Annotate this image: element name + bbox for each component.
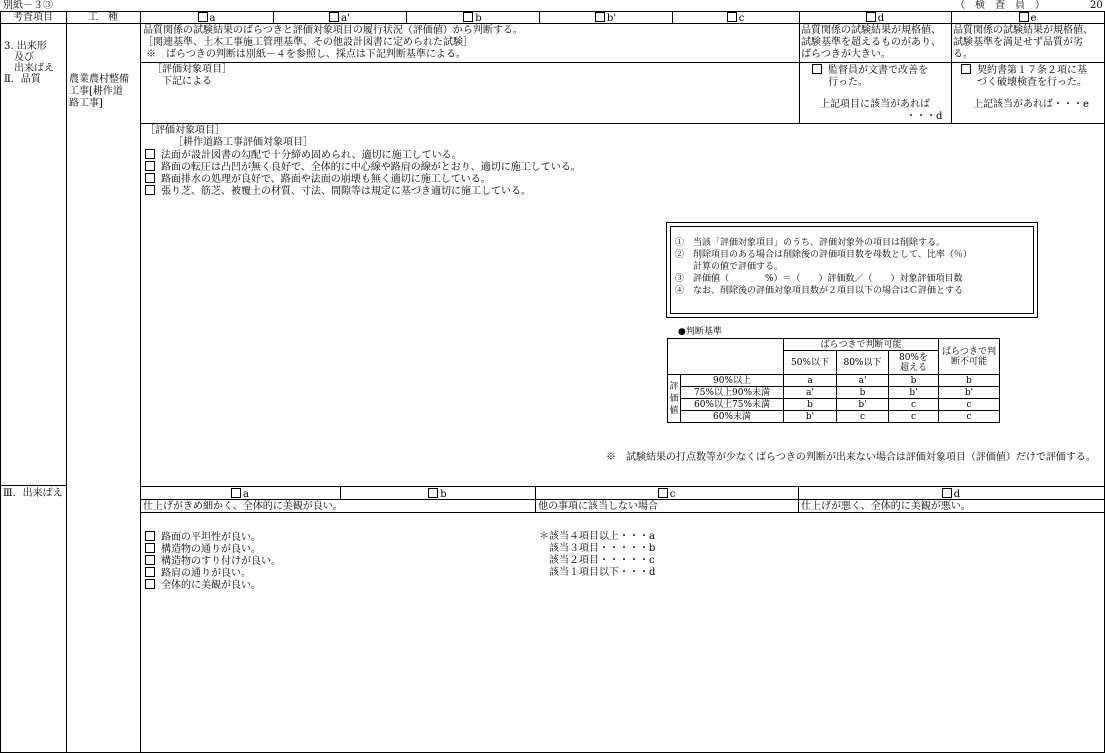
criteria-cell: b' xyxy=(939,387,1000,399)
grade-b-prime-checkbox[interactable] xyxy=(595,12,605,22)
s2-grade-c: c xyxy=(535,488,798,499)
scoring-line: 該当３項目・・・・・b xyxy=(539,543,656,554)
workmanship-item-checkbox[interactable] xyxy=(145,555,155,565)
eval-subheading: ［耕作道路工事評価対象項目］ xyxy=(173,137,313,148)
criteria-cell: a' xyxy=(837,375,889,387)
s2-grade-b: b xyxy=(340,488,535,499)
page-number: 20 xyxy=(1090,0,1103,11)
criteria-col: 80%以下 xyxy=(837,351,889,375)
criteria-row-label: 60%以上75%未満 xyxy=(681,399,784,411)
criteria-cell: c xyxy=(939,411,1000,423)
notes-box: ① 当該「評価対象項目」のうち、評価対象外の項目は削除する。 ② 削除項目のある場合は削除後の評価項目数を母数として、比率（％） 計算の値で評価する。 ③ 評価値（ %）＝（ ）評価数／（ ）対象評価項目数 ④ なお、削除後の評価対象項目数が２項目以下の場合はＣ評価とする xyxy=(666,222,1038,318)
criteria-cell: b xyxy=(837,387,889,399)
criteria-table xyxy=(667,338,1000,423)
eval-item-checkbox[interactable] xyxy=(145,173,155,183)
header-grade-c: c xyxy=(672,12,799,23)
list-item: 路面の平坦性が良い。 xyxy=(145,531,281,543)
destructive-inspection-checkbox[interactable] xyxy=(961,64,971,74)
header-item: 考査項目 xyxy=(13,12,53,23)
criteria-cell: b xyxy=(889,375,939,387)
criteria-cell: a xyxy=(784,375,837,387)
header-grade-e: e xyxy=(951,12,1104,23)
criteria-last-col: ばらつきで判断不可能 xyxy=(939,339,1000,375)
s2-grade-c-checkbox[interactable] xyxy=(658,488,668,498)
s2-grade-b-checkbox[interactable] xyxy=(428,488,438,498)
workmanship-item-checkbox[interactable] xyxy=(145,531,155,541)
inspector-label: （ 検 査 員 ） xyxy=(955,0,1045,11)
eval-item-checkbox[interactable] xyxy=(145,185,155,195)
grade-a-checkbox[interactable] xyxy=(198,12,208,22)
s2-grade-c-description: 他の事項に該当しない場合 xyxy=(538,501,658,512)
grade-c-checkbox[interactable] xyxy=(727,12,737,22)
header-grade-d: d xyxy=(799,12,951,23)
header-work-type: 工 種 xyxy=(88,12,118,23)
s2-grade-a-checkbox[interactable] xyxy=(231,488,241,498)
header-grade-a-prime: a' xyxy=(273,12,406,23)
s2-grade-d-description: 仕上げが悪く、全体的に美観が悪い。 xyxy=(801,501,971,512)
grade-e-description: 品質関係の試験結果が規格値、 試験基準を満足せず品質が劣 る。 xyxy=(953,25,1093,60)
grade-b-checkbox[interactable] xyxy=(463,12,473,22)
criteria-title: ●判断基準 xyxy=(678,327,722,337)
header-grade-a: a xyxy=(140,12,273,23)
supervisor-improvement-checkbox[interactable] xyxy=(812,64,822,74)
eval-item-checkbox[interactable] xyxy=(145,149,155,159)
workmanship-items-list xyxy=(145,531,281,591)
criteria-cell: c xyxy=(939,399,1000,411)
criteria-cell: c xyxy=(889,399,939,411)
s2-grade-d: d xyxy=(798,488,1104,499)
criteria-row-label: 75%以上90%未満 xyxy=(681,387,784,399)
quality-intro: 品質関係の試験結果のばらつきと評価対象項目の履行状況（評価値）から判断する。 ［関連基準、土木工事施工管理基準、その他設計図書に定められた試験］ ※ ばらつきの判断は別紙－４を参照し、採点は下記判断基準による。 xyxy=(143,25,523,60)
s2-grade-a: a xyxy=(140,488,340,499)
workmanship-item-checkbox[interactable] xyxy=(145,543,155,553)
list-item: 路面の転圧は凸凹が無く良好で、全体的に中心線や路肩の線がとおり、適切に施工している。 xyxy=(145,161,581,173)
bottom-note: ※ 試験結果の打点数等が少なくばらつきの判断が出来ない場合は評価対象項目（評価値）だけで評価する。 xyxy=(606,452,1096,463)
criteria-cell: b xyxy=(939,375,1000,387)
list-item: 全体的に美観が良い。 xyxy=(145,579,281,591)
list-item: 張り芝、筋芝、被覆土の材質、寸法、間隙等は規定に基づき適切に施工している。 xyxy=(145,185,581,197)
grade-d-checkbox[interactable] xyxy=(866,12,876,22)
criteria-group-header: ばらつきで判断可能 xyxy=(784,339,939,351)
s2-grade-d-checkbox[interactable] xyxy=(942,488,952,498)
eval-items-list xyxy=(145,125,581,197)
criteria-cell: b' xyxy=(784,411,837,423)
workmanship-item-checkbox[interactable] xyxy=(145,567,155,577)
grade-d-description: 品質関係の試験結果が規格値、 試験基準を超えるものがあり、 ばらつきが大きい。 xyxy=(801,25,941,60)
criteria-row-label: 90%以上 xyxy=(681,375,784,387)
criteria-col: 80%を超える xyxy=(889,351,939,375)
item-label-quality: 3. 出来形 及び 出来ばえ Ⅱ．品質 xyxy=(4,41,54,85)
eval-item-checkbox[interactable] xyxy=(145,161,155,171)
grade-d-check: 監督員が文書で改善を 行った。 xyxy=(812,64,928,89)
form-id: 別紙－３③ xyxy=(3,0,53,11)
grade-a-prime-checkbox[interactable] xyxy=(329,12,339,22)
eval-heading: ［評価対象項目］ xyxy=(145,125,225,136)
criteria-cell: c xyxy=(889,411,939,423)
criteria-cell: b' xyxy=(889,387,939,399)
grade-d-footer: 上記項目に該当があれば ・・・d xyxy=(820,99,943,122)
criteria-cell: c xyxy=(837,411,889,423)
scoring-line: ＊該当４項目以上・・・a xyxy=(539,531,655,542)
criteria-col: 50%以下 xyxy=(784,351,837,375)
criteria-cell: b' xyxy=(837,399,889,411)
list-item: 構造物の通りが良い。 xyxy=(145,543,281,555)
workmanship-item-checkbox[interactable] xyxy=(145,579,155,589)
header-grade-b: b xyxy=(406,12,539,23)
scoring-line: 該当２項目・・・・・c xyxy=(539,555,655,566)
work-type-label: 農業農村整備 工事[耕作道 路工事] xyxy=(69,74,129,109)
list-item: 路肩の通りが良い。 xyxy=(145,567,281,579)
criteria-cell: a' xyxy=(784,387,837,399)
header-grade-b-prime: b' xyxy=(539,12,672,23)
target-items-block: ［評価対象項目］ 下記による xyxy=(152,64,232,87)
grade-e-footer: 上記該当があれば・・・e xyxy=(973,99,1089,110)
list-item: 構造物のすり付けが良い。 xyxy=(145,555,281,567)
workmanship-scoring xyxy=(539,531,655,579)
scoring-line: 該当１項目以下・・・d xyxy=(539,567,656,578)
criteria-cell: b xyxy=(784,399,837,411)
list-item: 路面排水の処理が良好で、路面や法面の崩壊も無く適切に施工している。 xyxy=(145,173,581,185)
criteria-row-label: 60%未満 xyxy=(681,411,784,423)
grade-e-check: 契約書第１７条２項に基 づく破壊検査を行った。 xyxy=(961,64,1087,89)
grade-e-checkbox[interactable] xyxy=(1019,12,1029,22)
criteria-row-header: 評価値 xyxy=(668,375,681,423)
list-item: 法面が設計図書の勾配で十分締め固められ、適切に施工している。 xyxy=(145,149,581,161)
s2-grade-a-description: 仕上げがきめ細かく、全体的に美観が良い。 xyxy=(143,501,343,512)
item-label-workmanship: Ⅲ．出来ばえ xyxy=(3,488,63,499)
